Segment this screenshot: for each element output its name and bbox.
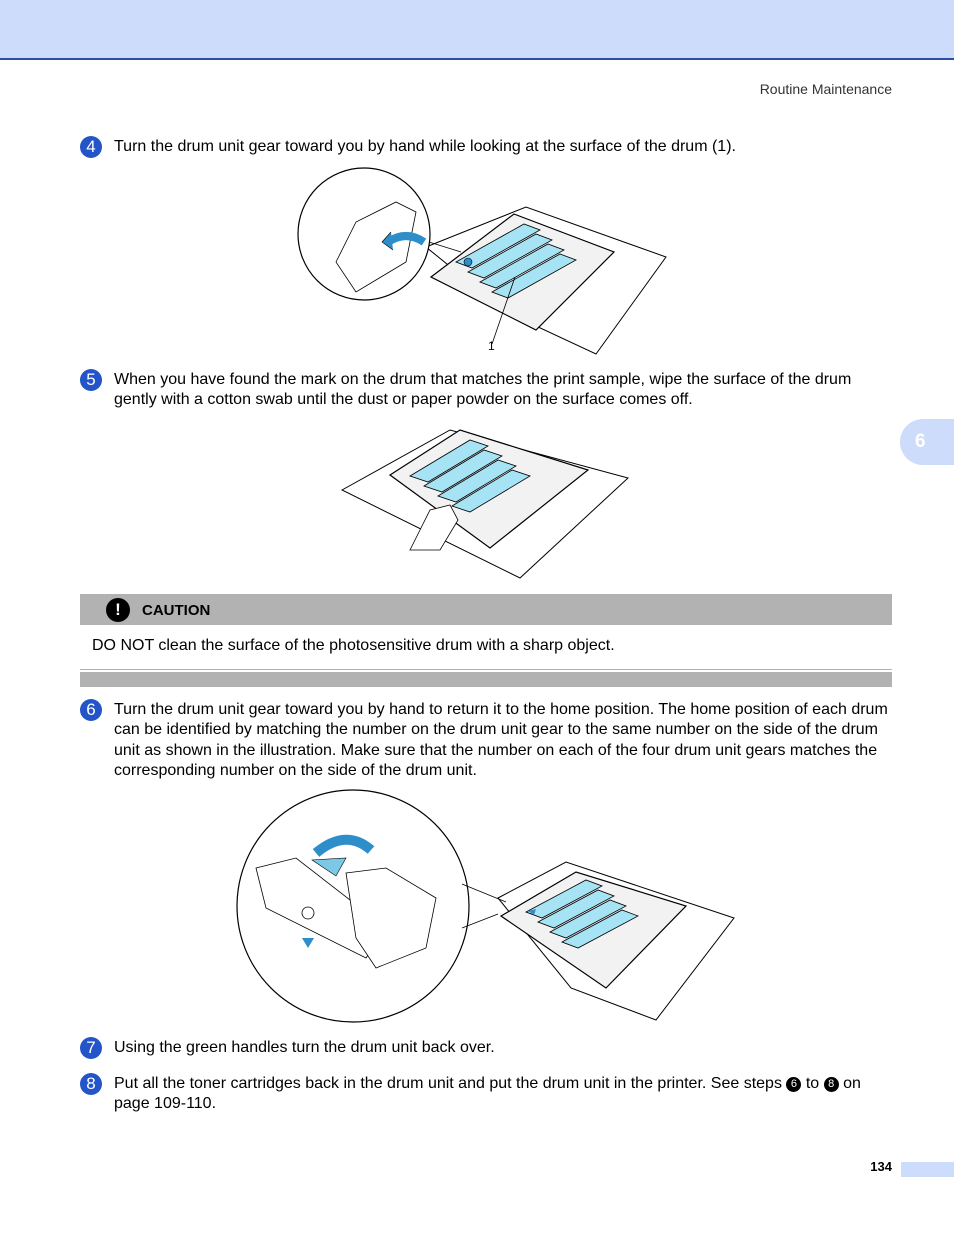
step-number: 7 xyxy=(80,1037,102,1059)
figure-callout-1: 1 xyxy=(488,339,495,353)
step-text-part: on page 109-110. xyxy=(114,1075,861,1113)
step-text xyxy=(114,1074,892,1115)
step-text: Using the green handles turn the drum unit back over. xyxy=(114,1039,495,1056)
caution-label: CAUTION xyxy=(142,602,211,619)
page-tab xyxy=(901,1162,954,1177)
step-number: 4 xyxy=(80,136,102,158)
caution-end-bar xyxy=(80,672,892,687)
step-text-part: Put all the toner cartridges back in the drum unit and put the drum unit in the printer. See steps xyxy=(114,1075,787,1092)
step-text: Turn the drum unit gear toward you by hand to return it to the home position. The home position of each drum can be identified by matching the number on the drum unit gear to the same number on the side of the drum unit as shown in the illustration. Make sure that the number on each of the four drum unit gears matches the corresponding number on the side of the drum unit. xyxy=(114,701,888,779)
chapter-tab[interactable]: 6 xyxy=(900,419,954,465)
step-text: Turn the drum unit gear toward you by hand while looking at the surface of the drum (1). xyxy=(114,138,736,155)
step-number: 5 xyxy=(80,369,102,391)
figure-drum-wipe xyxy=(340,420,632,582)
figure-drum-gear-check xyxy=(296,162,676,358)
caution-text: DO NOT clean the surface of the photosensitive drum with a sharp object. xyxy=(92,637,615,654)
header-bar xyxy=(0,0,954,60)
section-title: Routine Maintenance xyxy=(759,81,892,97)
exclamation-icon: ! xyxy=(106,598,130,622)
step-ref-8[interactable]: 8 xyxy=(824,1077,839,1092)
step-text-part: to xyxy=(801,1075,824,1092)
caution-bar xyxy=(80,594,892,625)
figure-drum-home-position xyxy=(236,788,736,1026)
page-number: 134 xyxy=(870,1159,892,1174)
step-ref-6[interactable]: 6 xyxy=(786,1077,801,1092)
step-number: 6 xyxy=(80,699,102,721)
caution-divider xyxy=(80,669,892,670)
step-text: When you have found the mark on the drum that matches the print sample, wipe the surface of the drum gently with a cotton swab until the dust or paper powder on the surface comes off. xyxy=(114,371,852,409)
step-number: 8 xyxy=(80,1073,102,1095)
